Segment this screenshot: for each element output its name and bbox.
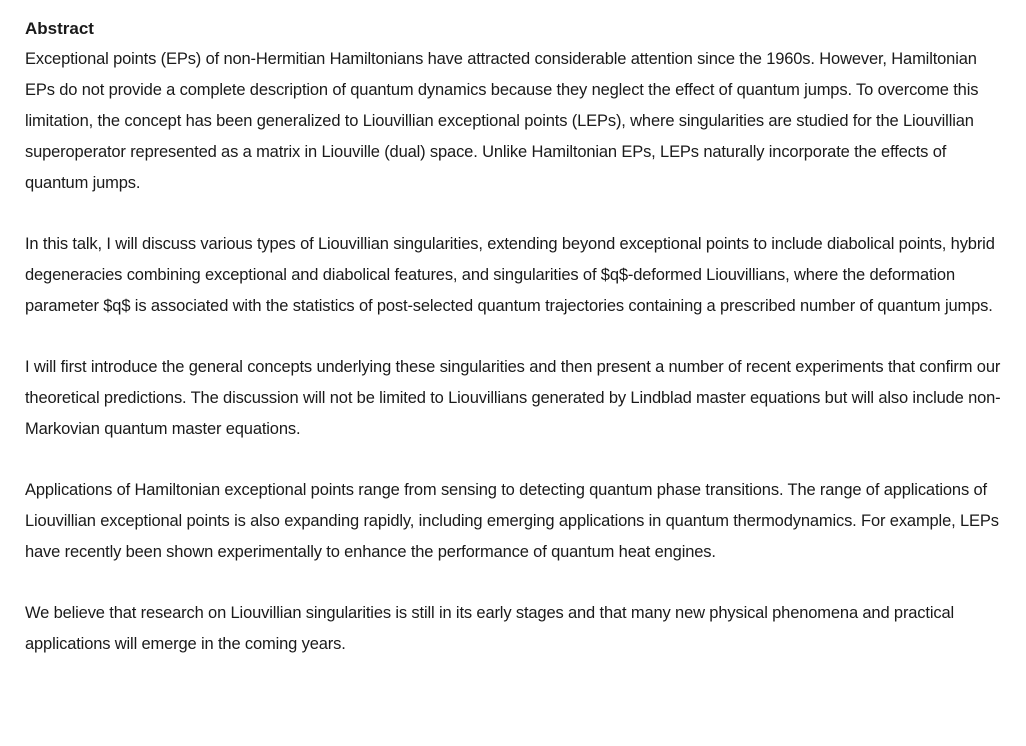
abstract-paragraph-1: Exceptional points (EPs) of non-Hermitian Hamiltonians have attracted considerable attention since the 1960s. However, Hamiltonian EPs do not provide a complete description of quantum dynamics because they neglect the effect of quantum jumps. To overcome this limitation, the concept has been generalized to Liouvillian exceptional points (LEPs), where singularities are studied for the Liouvillian superoperator represented as a matrix in Liouville (dual) space. Unlike Hamiltonian EPs, LEPs naturally incorporate the effects of quantum jumps.: [25, 50, 979, 192]
abstract-heading: Abstract: [25, 19, 94, 38]
abstract-paragraph-2: In this talk, I will discuss various types of Liouvillian singularities, extending beyond exceptional points to include diabolical points, hybrid degeneracies combining exceptional and diabolical features, and singularities of $q$-deformed Liouvillians, where the deformation parameter $q$ is associated with the statistics of post-selected quantum trajectories containing a prescribed number of quantum jumps.: [25, 235, 995, 315]
abstract-paragraph-5: We believe that research on Liouvillian singularities is still in its early stages and that many new physical phenomena and practical applications will emerge in the coming years.: [25, 604, 955, 653]
abstract-paragraph-3: I will first introduce the general concepts underlying these singularities and then present a number of recent experiments that confirm our theoretical predictions. The discussion will not be limited to Liouvillians generated by Lindblad master equations but will also include non-Markovian quantum master equations.: [25, 358, 1001, 438]
abstract-section: [25, 17, 1005, 660]
abstract-paragraph-4: Applications of Hamiltonian exceptional points range from sensing to detecting quantum phase transitions. The range of applications of Liouvillian exceptional points is also expanding rapidly, including emerging applications in quantum thermodynamics. For example, LEPs have recently been shown experimentally to enhance the performance of quantum heat engines.: [25, 481, 999, 561]
